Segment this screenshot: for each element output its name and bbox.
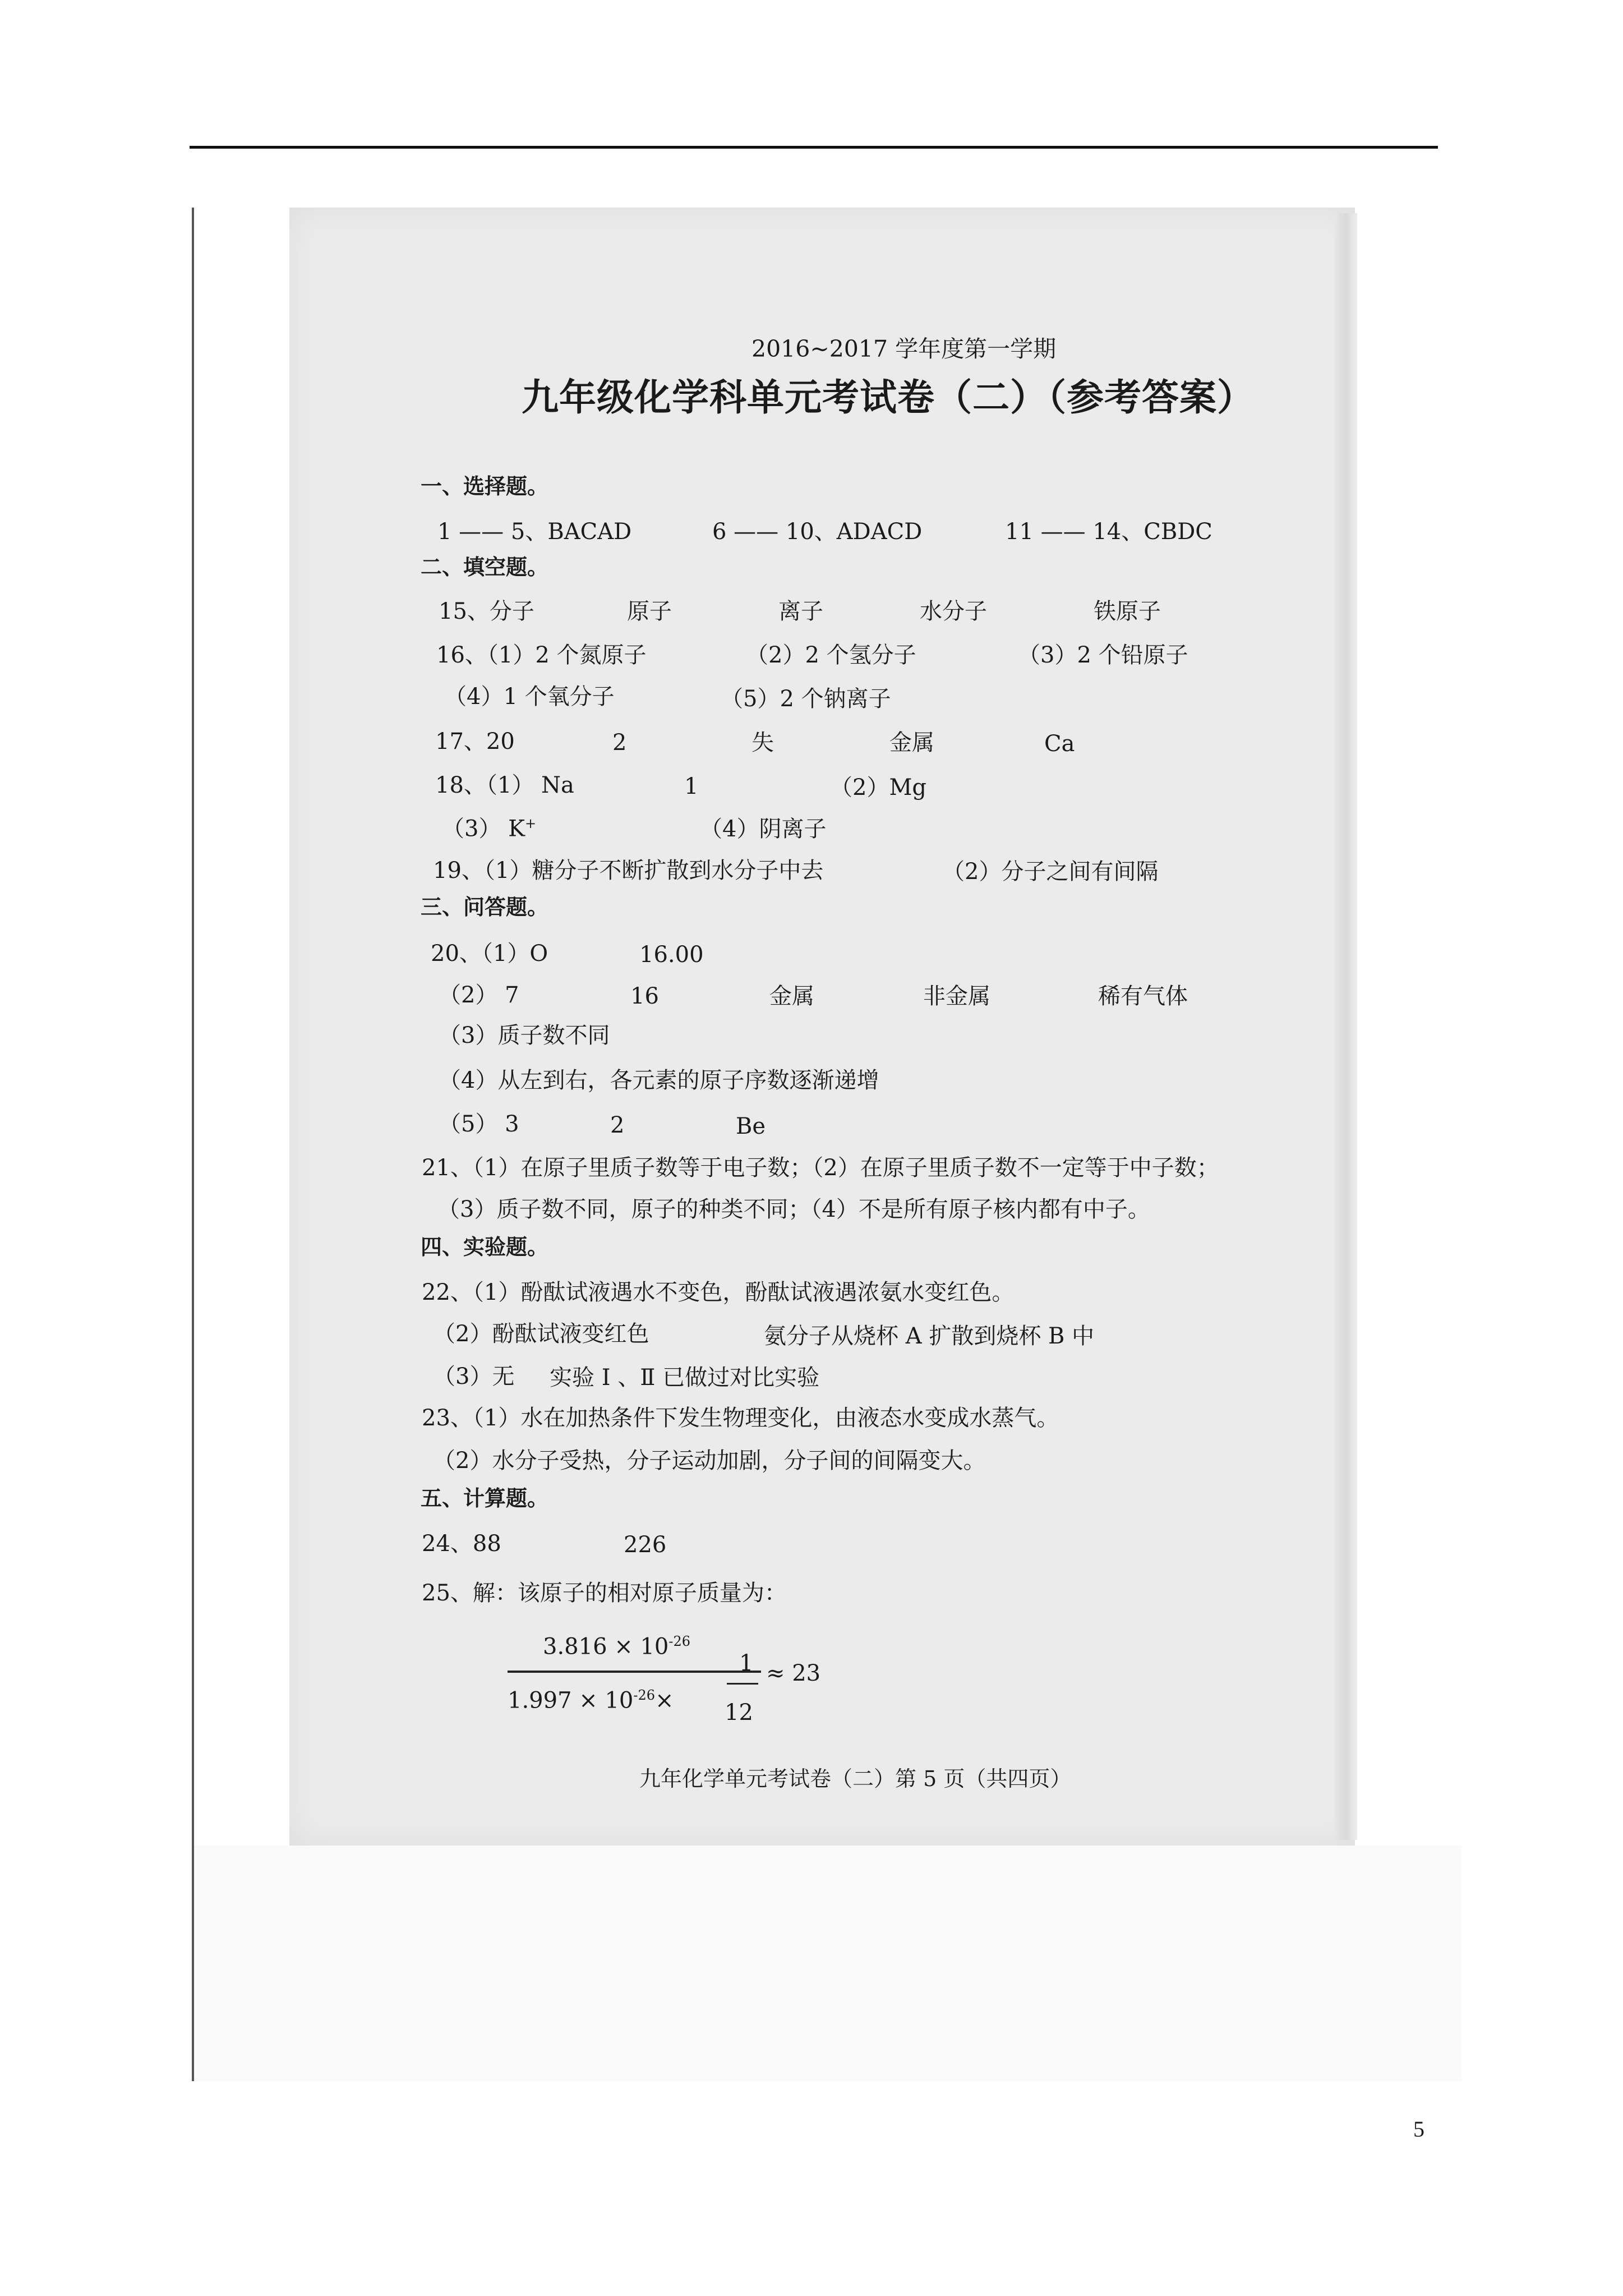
- answer-q20-4: 16: [630, 983, 659, 1009]
- formula-fraction-bar: [508, 1671, 761, 1673]
- section-fill: 二、填空题。: [421, 555, 549, 579]
- answer-q23-2: （2）水分子受热，分子运动加剧，分子间的间隔变大。: [433, 1448, 986, 1474]
- answer-q18-2: 1: [684, 774, 699, 799]
- answer-q21-1: 21、（1）在原子里质子数等于电子数；（2）在原子里质子数不一定等于中子数；: [422, 1155, 1219, 1181]
- answer-q25-intro: 25、解：该原子的相对原子质量为：: [422, 1580, 787, 1606]
- answer-q20-9: （4）从左到右，各元素的原子序数逐渐递增: [439, 1068, 879, 1093]
- section-experiment: 四、实验题。: [421, 1235, 549, 1259]
- answer-q1-5: 1 —— 5、BACAD: [437, 519, 632, 545]
- answer-q20-7: 稀有气体: [1098, 983, 1188, 1009]
- answer-q17-4: 金属: [889, 730, 934, 756]
- answer-q21-2: （3）质子数不同，原子的种类不同；（4）不是所有原子核内都有中子。: [437, 1197, 1150, 1222]
- answer-q17-2: 2: [612, 730, 627, 756]
- section-calculation: 五、计算题。: [421, 1486, 549, 1511]
- blank-scan-area: [194, 1846, 1461, 2081]
- answer-q16-4: （4）1 个氧分子: [444, 684, 615, 710]
- answer-q17-5: Ca: [1044, 731, 1075, 757]
- answer-q18-5: （4）阴离子: [700, 816, 827, 842]
- scan-edge-line: [192, 208, 194, 2081]
- answer-q16-5: （5）2 个钠离子: [721, 686, 891, 712]
- answer-q18-3: （2）Mg: [830, 775, 927, 800]
- answer-q6-10: 6 —— 10、ADACD: [712, 519, 923, 545]
- answer-q15-4: 水分子: [920, 599, 987, 624]
- section-questions: 三、问答题。: [421, 895, 549, 919]
- answer-q20-6: 非金属: [923, 983, 990, 1009]
- formula-small-fraction-bar: [727, 1683, 758, 1685]
- formula-small-numerator: 1: [739, 1650, 754, 1676]
- formula-result: ≈ 23: [766, 1660, 821, 1686]
- answer-q15-5: 铁原子: [1094, 599, 1161, 624]
- answer-q17-1: 17、20: [435, 729, 515, 754]
- page-title: 九年级化学科单元考试卷（二）（参考答案）: [522, 376, 1255, 419]
- answer-q17-3: 失: [751, 730, 774, 756]
- answer-q15-2: 原子: [627, 599, 672, 624]
- sheet-footer: 九年化学单元考试卷（二）第 5 页（共四页）: [639, 1766, 1072, 1791]
- answer-q20-10: （5） 3: [439, 1111, 519, 1137]
- answer-q16-3: （3）2 个铅原子: [1018, 642, 1188, 668]
- top-rule: [190, 146, 1438, 149]
- formula-small-denominator: 12: [725, 1700, 753, 1726]
- answer-q22-2: （2）酚酞试液变红色: [433, 1321, 649, 1347]
- scan-fold-shadow: [1335, 213, 1357, 1840]
- answer-q16-2: （2）2 个氢分子: [746, 642, 916, 668]
- answer-q11-14: 11 —— 14、CBDC: [1005, 519, 1212, 545]
- formula-numerator: $3.816 \times 10^{-26}$: [543, 1634, 691, 1660]
- answer-q20-8: （3）质子数不同: [439, 1023, 610, 1048]
- exam-term: 2016~2017 学年度第一学期: [751, 335, 1057, 362]
- answer-q18-4: （3） K+: [442, 816, 537, 842]
- answer-q23-1: 23、（1）水在加热条件下发生物理变化，由液态水变成水蒸气。: [422, 1405, 1059, 1431]
- answer-q20-11: 2: [610, 1112, 625, 1138]
- answer-q22-5: 实验 Ⅰ 、Ⅱ 已做过对比实验: [550, 1365, 820, 1391]
- answer-q15-1: 15、分子: [439, 599, 534, 624]
- answer-q19-2: （2）分子之间有间隔: [942, 859, 1159, 885]
- answer-q15-3: 离子: [778, 599, 823, 624]
- answer-q22-3: 氨分子从烧杯 A 扩散到烧杯 B 中: [764, 1323, 1095, 1349]
- section-choice: 一、选择题。: [421, 474, 549, 499]
- formula-denominator: $1.997 \times 10^{-26}\times$: [508, 1687, 674, 1714]
- answer-q20-1: 20、（1）O: [431, 941, 548, 967]
- answer-q19-1: 19、（1）糖分子不断扩散到水分子中去: [433, 858, 824, 884]
- answer-q20-5: 金属: [769, 983, 814, 1009]
- answer-q20-12: Be: [736, 1114, 766, 1139]
- answer-q16-1: 16、（1）2 个氮原子: [436, 642, 647, 668]
- answer-q22-1: 22、（1）酚酞试液遇水不变色，酚酞试液遇浓氨水变红色。: [422, 1280, 1015, 1305]
- answer-q20-3: （2） 7: [439, 982, 519, 1008]
- answer-q18-1: 18、（1） Na: [435, 772, 574, 798]
- answer-q20-2: 16.00: [639, 942, 704, 968]
- answer-q24-1: 24、88: [422, 1531, 501, 1557]
- page-number: 5: [1413, 2116, 1424, 2142]
- answer-q24-2: 226: [624, 1532, 667, 1558]
- answer-q22-4: （3）无: [433, 1364, 515, 1389]
